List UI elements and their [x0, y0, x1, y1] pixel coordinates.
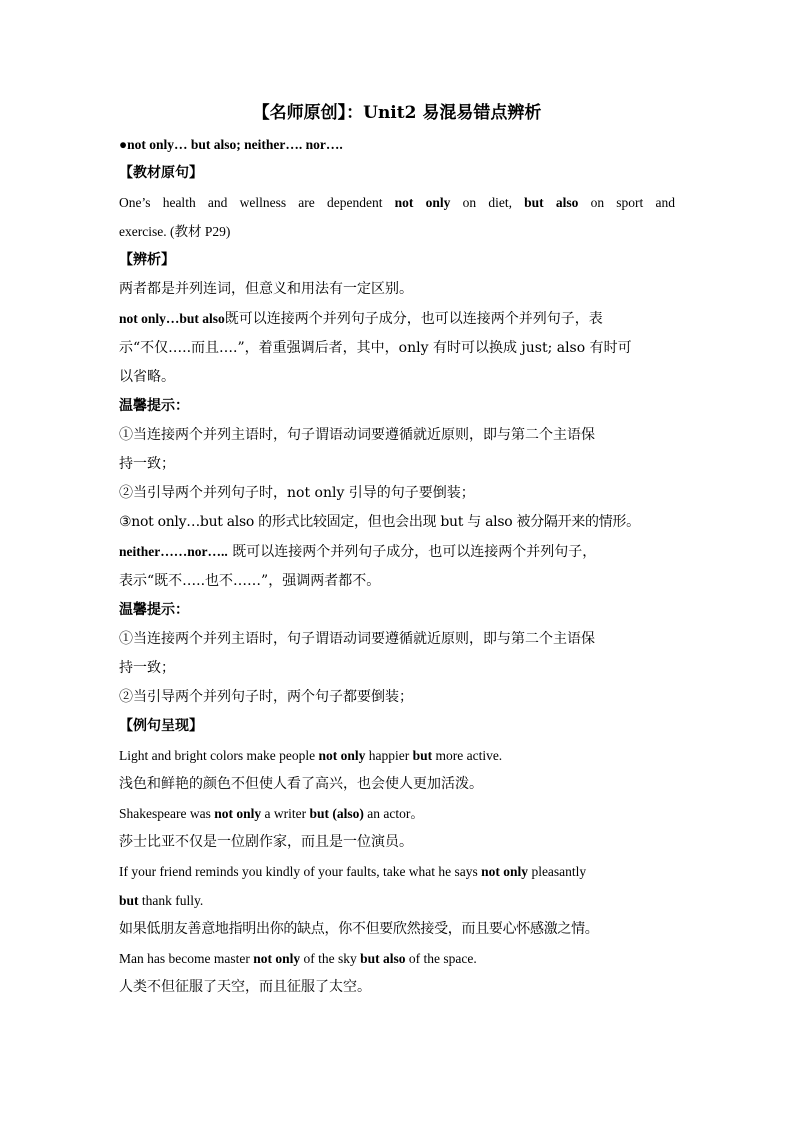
tip1-item-2: ②当引导两个并列句子时，not only 引导的句子要倒装； — [119, 485, 475, 501]
bold-text: but also — [360, 951, 406, 966]
analysis-paragraph-line-2: 示“不仅…..而且….”，着重强调后者，其中，only 有时可以换成 just; also 有时可 — [119, 340, 632, 356]
tip-heading-2: 温馨提示： — [119, 602, 189, 618]
examples-heading: 【例句呈现】 — [119, 718, 203, 734]
example-1-en — [119, 741, 675, 770]
textbook-sentence-line-2: exercise. (教材 P29) — [119, 224, 231, 239]
text-run: more active. — [432, 748, 503, 763]
tip2-item-1-line-1: ①当连接两个并列主语时，句子谓语动词要遵循就近原则，即与第二个主语保 — [119, 631, 595, 647]
text-run: on diet, — [450, 195, 525, 210]
document-title: 【名师原创】：Unit2 易混易错点辨析 — [252, 103, 542, 123]
text-run: 既可以连接两个并列句子成分，也可以连接两个并列句子，表 — [224, 311, 603, 327]
analysis-heading: 【辨析】 — [119, 252, 175, 268]
bold-text: not only — [214, 806, 262, 821]
bold-text: not only…but also — [119, 311, 225, 326]
tip2-item-1-line-2: 持一致； — [119, 660, 175, 676]
example-4-en — [119, 944, 675, 973]
text-run: Light and bright colors make people — [119, 748, 319, 763]
bold-text: not only — [318, 748, 366, 763]
tip2-item-2: ②当引导两个并列句子时，两个句子都要倒装； — [119, 689, 413, 705]
topic-line: ●not only… but also; neither…. nor…. — [119, 137, 343, 152]
example-4-zh: 人类不但征服了天空，而且征服了太空。 — [119, 979, 371, 995]
example-2-en — [119, 799, 675, 828]
text-run: on sport and — [578, 195, 676, 210]
analysis-paragraph-line-3: 以省略。 — [119, 369, 175, 385]
bold-text: not only — [253, 951, 301, 966]
example-1-zh: 浅色和鲜艳的颜色不但使人看了高兴，也会使人更加活泼。 — [119, 776, 483, 792]
text-run: an actor。 — [363, 806, 424, 821]
example-3-zh: 如果低朋友善意地指明出你的缺点，你不但要欣然接受，而且要心怀感激之情。 — [119, 921, 599, 937]
bold-text: but (also) — [309, 806, 364, 821]
bold-text: but — [119, 893, 139, 908]
text-run: a writer — [261, 806, 310, 821]
tip1-item-1-line-1: ①当连接两个并列主语时，句子谓语动词要遵循就近原则，即与第二个主语保 — [119, 427, 595, 443]
text-run: of the space. — [405, 951, 477, 966]
text-run: Man has become master — [119, 951, 254, 966]
bold-text: but also — [524, 195, 579, 210]
example-3-en-line-2 — [119, 886, 675, 915]
tip1-item-3: ③not only…but also 的形式比较固定，但也会出现 but 与 also 被分隔开来的情形。 — [119, 514, 640, 530]
tip1-item-1-line-2: 持一致； — [119, 456, 175, 472]
text-run: If your friend reminds you kindly of your faults, take what he says — [119, 864, 482, 879]
text-run: of the sky — [300, 951, 361, 966]
document-page — [119, 100, 675, 1002]
analysis-paragraph-line-1 — [119, 304, 675, 334]
text-run: pleasantly — [528, 864, 587, 879]
bold-text: but — [412, 748, 433, 763]
bold-text: not only — [481, 864, 529, 879]
bold-text: not only — [394, 195, 451, 210]
text-run: 既可以连接两个并列句子成分，也可以连接两个并列句子， — [227, 544, 597, 560]
example-2-zh: 莎士比亚不仅是一位剧作家，而且是一位演员。 — [119, 834, 413, 850]
bold-text: neither……nor….. — [119, 544, 228, 559]
neither-paragraph-line-1 — [119, 537, 675, 567]
example-3-en-line-1 — [119, 857, 675, 886]
text-run: thank fully. — [138, 893, 204, 908]
text-run: Shakespeare was — [119, 806, 215, 821]
tip-heading-1: 温馨提示： — [119, 398, 189, 414]
textbook-heading: 【教材原句】 — [119, 165, 203, 181]
text-run: One’s health and wellness are dependent — [119, 195, 395, 210]
neither-paragraph-line-2: 表示“既不…..也不……”，强调两者都不。 — [119, 573, 381, 589]
analysis-intro: 两者都是并列连词，但意义和用法有一定区别。 — [119, 281, 413, 297]
text-run: happier — [365, 748, 413, 763]
textbook-sentence-line-1 — [119, 188, 675, 217]
